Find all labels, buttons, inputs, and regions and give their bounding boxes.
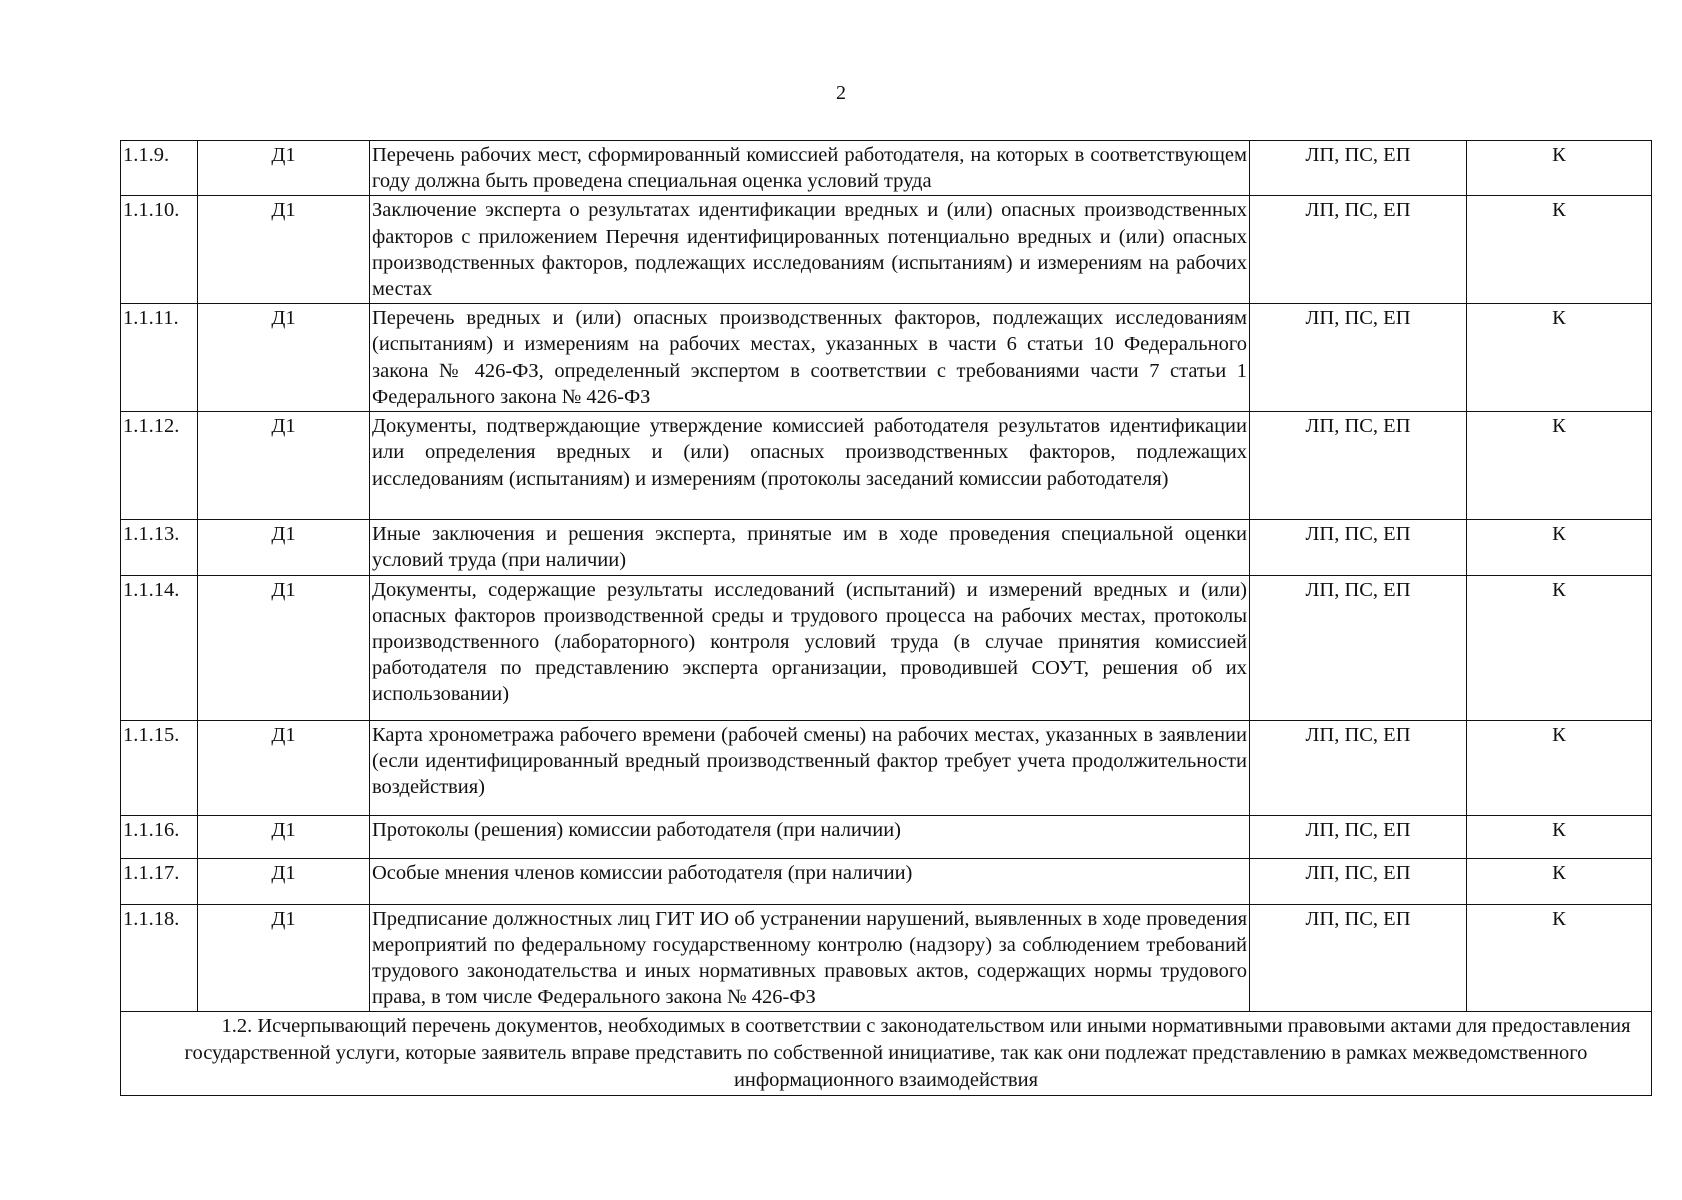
row-document-name: Перечень рабочих мест, сформированный комиссией работодателя, на которых в соответствующем году должна быть проведена специальная оценка условий труда [370, 141, 1250, 196]
row-document-name: Документы, подтверждающие утверждение комиссией работодателя результатов идентификации или определения вредных и (или) опасных производственных факторов, подлежащих исследованиям (испытаниям) и измерениям (протоколы заседаний комиссии работодателя) [370, 412, 1250, 520]
row-code: Д1 [198, 304, 370, 412]
row-submission-methods: ЛП, ПС, ЕП [1250, 196, 1467, 304]
row-term: К [1467, 412, 1652, 520]
table-row [121, 575, 1652, 720]
row-number: 1.1.14. [121, 575, 198, 720]
table-row [121, 141, 1652, 196]
row-number: 1.1.15. [121, 720, 198, 815]
row-code: Д1 [198, 904, 370, 1012]
row-submission-methods: ЛП, ПС, ЕП [1250, 575, 1467, 720]
row-document-name: Иные заключения и решения эксперта, принятые им в ходе проведения специальной оценки условий труда (при наличии) [370, 520, 1250, 575]
table-row [121, 858, 1652, 904]
documents-table [120, 140, 1652, 1096]
row-term: К [1467, 720, 1652, 815]
table-row [121, 304, 1652, 412]
row-number: 1.1.17. [121, 858, 198, 904]
table-row [121, 904, 1652, 1012]
row-term: К [1467, 304, 1652, 412]
table-row [121, 412, 1652, 520]
row-code: Д1 [198, 520, 370, 575]
row-number: 1.1.12. [121, 412, 198, 520]
row-document-name: Предписание должностных лиц ГИТ ИО об устранении нарушений, выявленных в ходе проведения мероприятий по федеральному государственному контролю (надзору) за соблюдением требований трудового законодательства и иных нормативных правовых актов, содержащих нормы трудового права, в том числе Федерального закона № 426-ФЗ [370, 904, 1250, 1012]
row-term: К [1467, 520, 1652, 575]
row-code: Д1 [198, 412, 370, 520]
row-submission-methods: ЛП, ПС, ЕП [1250, 304, 1467, 412]
table-row [121, 520, 1652, 575]
row-submission-methods: ЛП, ПС, ЕП [1250, 412, 1467, 520]
row-number: 1.1.10. [121, 196, 198, 304]
row-submission-methods: ЛП, ПС, ЕП [1250, 858, 1467, 904]
row-code: Д1 [198, 141, 370, 196]
table-row [121, 196, 1652, 304]
section-footer-text: 1.2. Исчерпывающий перечень документов, необходимых в соответствии с законодательством или иными нормативными правовыми актами для предоставления государственной услуги, которые заявитель вправе представить по собственной инициативе, так как они подлежат представлению в рамках межведомственного информационного взаимодействия [184, 1015, 1631, 1092]
row-number: 1.1.9. [121, 141, 198, 196]
row-number: 1.1.13. [121, 520, 198, 575]
row-submission-methods: ЛП, ПС, ЕП [1250, 815, 1467, 858]
row-number: 1.1.11. [121, 304, 198, 412]
row-code: Д1 [198, 575, 370, 720]
section-footer-row [121, 1012, 1652, 1096]
row-term: К [1467, 815, 1652, 858]
row-term: К [1467, 575, 1652, 720]
row-document-name: Протоколы (решения) комиссии работодателя (при наличии) [370, 815, 1250, 858]
row-term: К [1467, 141, 1652, 196]
row-number: 1.1.16. [121, 815, 198, 858]
row-document-name: Заключение эксперта о результатах идентификации вредных и (или) опасных производственных факторов с приложением Перечня идентифицированных потенциально вредных и (или) опасных производственных факторов, подлежащих исследованиям (испытаниям) и измерениям на рабочих местах [370, 196, 1250, 304]
row-number: 1.1.18. [121, 904, 198, 1012]
section-footer-cell [121, 1012, 1652, 1096]
row-document-name: Карта хронометража рабочего времени (рабочей смены) на рабочих местах, указанных в заявлении (если идентифицированный вредный производственный фактор требует учета продолжительности воздействия) [370, 720, 1250, 815]
row-submission-methods: ЛП, ПС, ЕП [1250, 720, 1467, 815]
row-document-name: Особые мнения членов комиссии работодателя (при наличии) [370, 858, 1250, 904]
page-number: 2 [836, 82, 846, 104]
row-term: К [1467, 904, 1652, 1012]
row-document-name: Перечень вредных и (или) опасных производственных факторов, подлежащих исследованиям (испытаниям) и измерениям на рабочих местах, указанных в части 6 статьи 10 Федерального закона № 426-ФЗ, определенный экспертом в соответствии с требованиями части 7 статьи 1 Федерального закона № 426-ФЗ [370, 304, 1250, 412]
table-row [121, 815, 1652, 858]
row-term: К [1467, 858, 1652, 904]
row-code: Д1 [198, 720, 370, 815]
row-submission-methods: ЛП, ПС, ЕП [1250, 141, 1467, 196]
row-document-name: Документы, содержащие результаты исследований (испытаний) и измерений вредных и (или) опасных факторов производственной среды и трудового процесса на рабочих местах, протоколы производственного (лабораторного) контроля условий труда (в случае принятия комиссией работодателя по представлению эксперта организации, проводившей СОУТ, решения об их использовании) [370, 575, 1250, 720]
table-row [121, 720, 1652, 815]
row-term: К [1467, 196, 1652, 304]
row-submission-methods: ЛП, ПС, ЕП [1250, 904, 1467, 1012]
row-code: Д1 [198, 815, 370, 858]
row-code: Д1 [198, 196, 370, 304]
row-code: Д1 [198, 858, 370, 904]
row-submission-methods: ЛП, ПС, ЕП [1250, 520, 1467, 575]
